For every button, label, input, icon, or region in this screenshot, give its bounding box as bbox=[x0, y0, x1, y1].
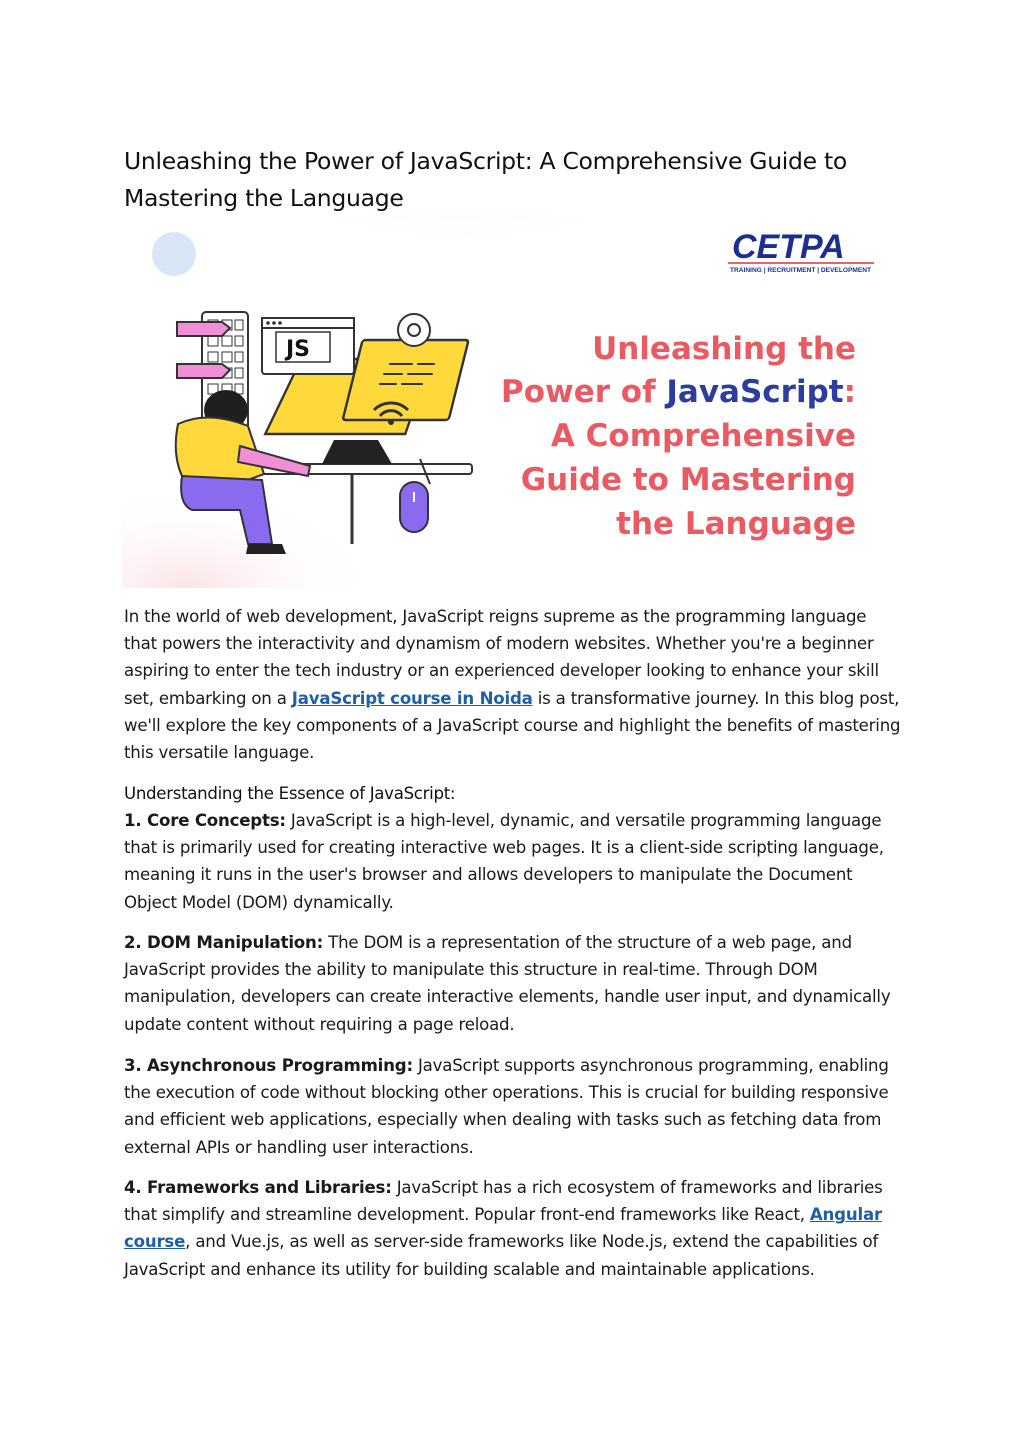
banner-headline-line3: A Comprehensive bbox=[550, 418, 856, 454]
banner-headline-line2b: JavaScript bbox=[666, 374, 844, 410]
point-text: JavaScript supports asynchronous programming, enabling the execution of code without blocking other operations. This is crucial for building responsive and efficient web applications, especially when dealing with tasks such as fetching data from external APIs or handling user interactions. bbox=[124, 1056, 889, 1157]
javascript-course-link[interactable]: JavaScript course in Noida bbox=[291, 688, 533, 708]
point-text: The DOM is a representation of the structure of a web page, and JavaScript provides the ability to manipulate this structure in real-time. Through DOM manipulation, developers can create interactive elements, handle user input, and dynamically update content without requiring a page reload. bbox=[124, 933, 891, 1034]
logo-tagline: TRAINING | RECRUITMENT | DEVELOPMENT bbox=[730, 267, 872, 274]
point-text: JavaScript is a high-level, dynamic, and versatile programming language that is primarily used for creating interactive web pages. It is a client-side scripting language, meaning it runs in the user's browser and allows developers to manipulate the Document Object Model (DOM) dynamically. bbox=[124, 811, 884, 912]
banner-headline-line4: Guide to Mastering bbox=[520, 462, 856, 498]
js-screen-label: JS bbox=[286, 337, 311, 362]
point-async-programming bbox=[124, 1052, 904, 1161]
angular-course-link[interactable]: Angular course bbox=[124, 1205, 882, 1252]
page-title: Unleashing the Power of JavaScript: A Comprehensive Guide to Mastering the Language bbox=[124, 147, 847, 212]
point-label: 2. DOM Manipulation: bbox=[124, 933, 324, 952]
point-label: 4. Frameworks and Libraries: bbox=[124, 1178, 392, 1197]
section-heading: Understanding the Essence of JavaScript: bbox=[124, 784, 456, 803]
point-label: 1. Core Concepts: bbox=[124, 811, 286, 830]
intro-text-before: In the world of web development, JavaScript reigns supreme as the programming language that powers the interactivity and dynamism of modern websites. Whether you're a beginner aspiring to enter the tech industry or an experienced developer looking to enhance your skill set, embarking on a bbox=[124, 607, 879, 708]
intro-paragraph bbox=[124, 603, 904, 766]
point-dom-manipulation bbox=[124, 929, 904, 1038]
point-text-after: , and Vue.js, as well as server-side frameworks like Node.js, extend the capabilities of JavaScript and enhance its utility for building scalable and maintainable applications. bbox=[124, 1232, 879, 1279]
banner-headline-line1: Unleashing the bbox=[592, 331, 856, 367]
svg-text:Power of JavaScript: bbox=[501, 374, 856, 410]
point-label: 3. Asynchronous Programming: bbox=[124, 1056, 413, 1075]
banner-headline-line2c: : bbox=[843, 374, 856, 410]
banner-headline-line5: the Language bbox=[616, 506, 856, 542]
point-text-before: JavaScript has a rich ecosystem of frameworks and libraries that simplify and streamline development. Popular front-end frameworks like React, bbox=[124, 1178, 883, 1225]
banner-headline-line2a: Power of bbox=[501, 374, 667, 410]
logo-text: CETPA bbox=[732, 228, 845, 266]
banner-image bbox=[122, 214, 902, 588]
point-core-concepts bbox=[124, 807, 904, 916]
intro-text-after: is a transformative journey. In this blog post, we'll explore the key components of a JavaScript course and highlight the benefits of mastering this versatile language. bbox=[124, 688, 901, 763]
decor-circle bbox=[152, 232, 196, 276]
point-frameworks bbox=[124, 1174, 904, 1283]
